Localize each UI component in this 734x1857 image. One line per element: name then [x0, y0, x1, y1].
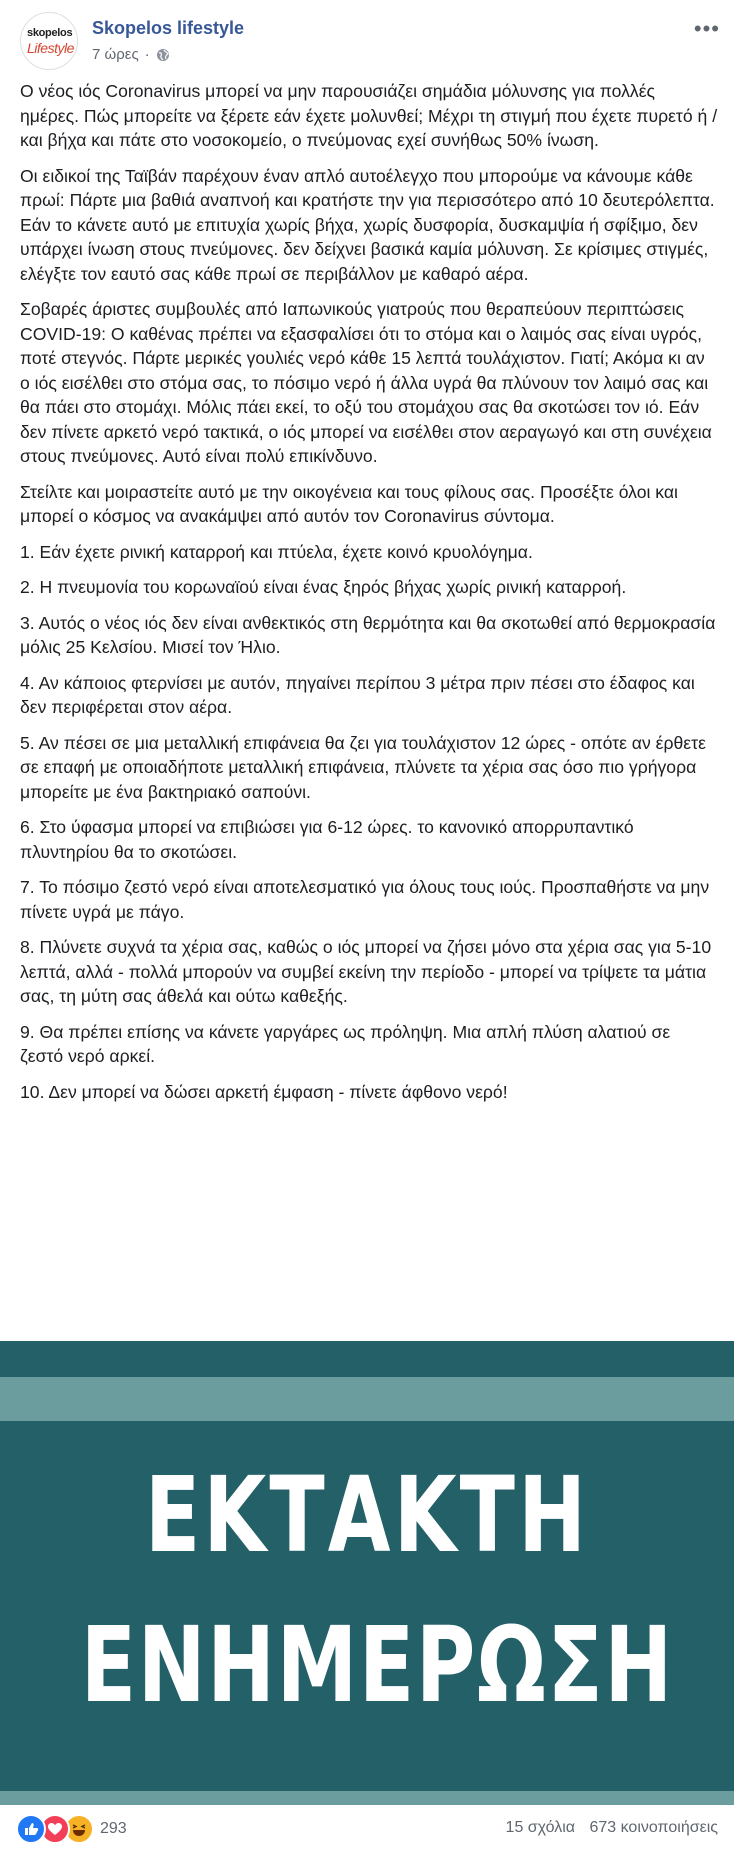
post-paragraph: Σοβαρές άριστες συμβουλές από Ιαπωνικούς γιατρούς που θεραπεύουν περιπτώσεις COVID-19: Ο καθένας πρέπει να εξασφαλίσει ότι το στόμα και ο λαιμός σας είναι υγρός, ποτέ στεγνός. Πάρτε μερικές γουλιές νερό κάθε 15 λεπτά τουλάχιστον. Γιατί; Ακόμα κι αν ο ιός εισέλθει στο στόμα σας, το πόσιμο νερό ή άλλα υγρά θα πλύνουν τον λαιμό σας και θα πάει στο στομάχι. Μόλις πάει εκεί, το οξύ του στομάχου σας θα σκοτώσει τον ιό. Εάν δεν πίνετε αρκετό νερό τακτικά, ο ιός μπορεί να εισέλθει στον αεραγωγό και στη συνέχεια στους πνεύμονες. Αυτό είναι πολύ επικίνδυνο. — [20, 299, 712, 466]
post-body — [20, 79, 718, 1115]
avatar-logo-top: skopelos — [27, 27, 73, 39]
post-paragraph: 1. Εάν έχετε ρινική καταρροή και πτύελα, έχετε κοινό κρυολόγημα. — [20, 541, 533, 562]
like-reaction-icon — [16, 1814, 46, 1844]
post-image[interactable] — [0, 1341, 734, 1805]
avatar-logo-bottom: Lifestyle — [27, 40, 74, 56]
post-paragraph: Ο νέος ιός Coronavirus μπορεί να μην παρουσιάζει σημάδια μόλυνσης για πολλές ημέρες. Πώς μπορείτε να ξέρετε εάν έχετε μολυνθεί; Μέχρι τη στιγμή που έχετε πυρετό ή / και βήχα και πάτε στο νοσοκομείο, ο πνεύμονας εχεί συνήθως 50% ίνωση. — [20, 81, 718, 150]
page-avatar[interactable] — [20, 12, 78, 70]
post-paragraph: 7. Το πόσιμο ζεστό νερό είναι αποτελεσματικό για όλους τους ιούς. Προσπαθήστε να μην πίνετε υγρά με πάγο. — [20, 877, 710, 922]
post-paragraph: 10. Δεν μπορεί να δώσει αρκετή έμφαση - πίνετε άφθονο νερό! — [20, 1081, 508, 1102]
post-footer — [16, 1812, 718, 1846]
engagement-stats — [506, 1819, 718, 1837]
post-meta — [92, 46, 170, 63]
post-paragraph: 3. Αυτός ο νέος ιός δεν είναι ανθεκτικός στη θερμότητα και θα σκοτωθεί από θερμοκρασία μόλις 25 Κελσίου. Μισεί τον Ήλιο. — [20, 612, 716, 657]
image-headline-line2: ΕΝΗΜΕΡΩΣΗ — [80, 1604, 674, 1726]
reactions-summary[interactable] — [16, 1814, 127, 1844]
more-options-icon[interactable]: ••• — [693, 16, 720, 41]
post-paragraph: Οι ειδικοί της Ταϊβάν παρέχουν έναν απλό αυτοέλεγχο που μπορούμε να κάνουμε κάθε πρωί: Πάρτε μια βαθιά αναπνοή και κρατήστε την για περισσότερο από 10 δευτερόλεπτα. Εάν το κάνετε αυτό με επιτυχία χωρίς βήχα, χωρίς δυσφορία, δυσκαμψία ή σφίξιμο, δεν υπάρχει ίνωση στους πνεύμονες. δεν δείχνει βασικά καμία μόλυνση. Σε κρίσιμες στιγμές, ελέγξτε τον εαυτό σας κάθε πρωί σε περιβάλλον με καθαρό αέρα. — [20, 165, 715, 284]
image-top-band — [0, 1377, 734, 1421]
post-timestamp[interactable]: 7 ώρες — [92, 46, 139, 63]
post-paragraph: Στείλτε και μοιραστείτε αυτό με την οικογένεια και τους φίλους σας. Προσέξτε όλοι και μπορεί ο κόσμος να ανακάμψει από αυτόν τον Coronavirus σύντομα. — [20, 481, 678, 526]
globe-icon[interactable] — [156, 48, 170, 62]
post-paragraph: 8. Πλύνετε συχνά τα χέρια σας, καθώς ο ιός μπορεί να ζήσει μόνο στα χέρια σας για 5-10 λεπτά, αλλά - πολλά μπορούν να συμβεί εκείνη την περίοδο - μπορεί να τρίψετε τα μάτια σας, τη μύτη σας άθελά και ούτω καθεξής. — [20, 937, 712, 1006]
reaction-count: 293 — [100, 1820, 127, 1837]
page-name-link[interactable]: Skopelos lifestyle — [92, 18, 245, 38]
post-paragraph: 5. Αν πέσει σε μια μεταλλική επιφάνεια θα ζει για τουλάχιστον 12 ώρες - οπότε αν έρθετε σε επαφή με οποιαδήποτε μεταλλική επιφάνεια, πλύνετε τα χέρια σας όσο πιο γρήγορα μπορείτε με ένα βακτηριακό σαπούνι. — [20, 732, 706, 802]
post-paragraph: 2. Η πνευμονία του κορωναϊού είναι ένας ξηρός βήχας χωρίς ρινική καταρροή. — [20, 577, 627, 597]
image-bottom-band — [0, 1791, 734, 1805]
comments-count-link[interactable]: 15 σχόλια — [505, 1819, 576, 1836]
post-paragraph: 4. Αν κάποιος φτερνίσει με αυτόν, πηγαίνει περίπου 3 μέτρα πριν πέσει στο έδαφος και δεν περιφέρεται στον αέρα. — [20, 672, 695, 717]
shares-count-link[interactable]: 673 κοινοποιήσεις — [589, 1819, 718, 1836]
image-headline-line1: ΕΚΤΑΚΤΗ — [144, 1454, 590, 1576]
post-header — [20, 12, 720, 72]
post-paragraph: 6. Στο ύφασμα μπορεί να επιβιώσει για 6-12 ώρες. το κανονικό απορρυπαντικό πλυντηρίου θα το σκοτώσει. — [20, 817, 634, 862]
post-paragraph: 9. Θα πρέπει επίσης να κάνετε γαργάρες ως πρόληψη. Μια απλή πλύση αλατιού σε ζεστό νερό αρκεί. — [20, 1021, 671, 1066]
meta-separator: · — [144, 46, 150, 63]
